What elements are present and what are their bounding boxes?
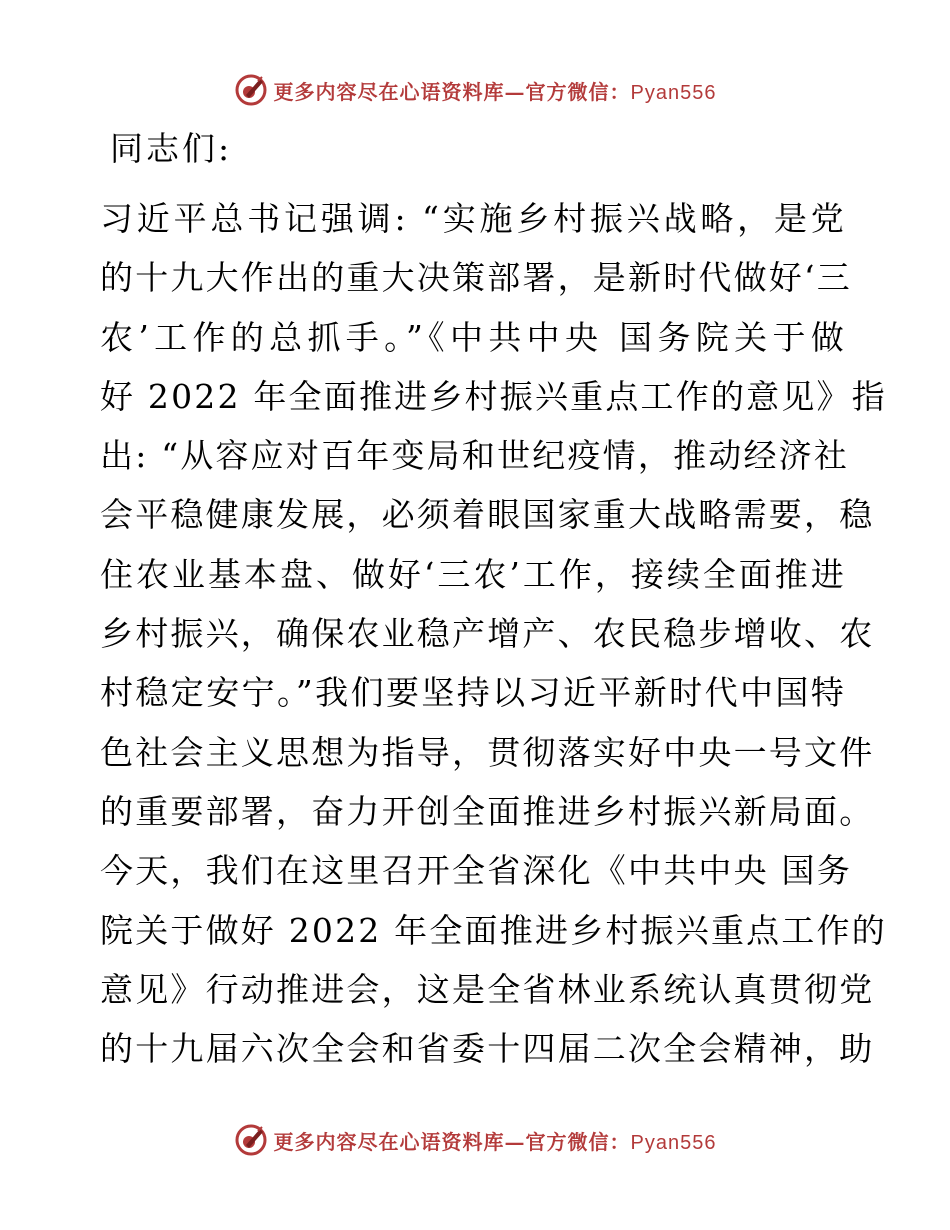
watermark-text: 更多内容尽在心语资料库—官方微信：Pyan556	[273, 79, 717, 104]
document-body	[100, 196, 887, 1085]
pen-logo-icon	[234, 1123, 268, 1157]
text-line: 农’工作的总抓手。”《中共中央 国务院关于做	[100, 317, 846, 357]
text-line: 的十九届六次全会和省委十四届二次全会精神，助	[100, 1029, 875, 1069]
text-line: 今天，我们在这里召开全省深化《中共中央 国务	[100, 851, 852, 891]
pen-logo-icon	[234, 73, 268, 107]
text-line: 的重要部署，奋力开创全面推进乡村振兴新局面。	[100, 791, 875, 831]
header-watermark	[0, 68, 950, 112]
text-line: 色社会主义思想为指导，贯彻落实好中央一号文件	[100, 732, 875, 772]
footer-watermark	[0, 1118, 950, 1162]
text-line: 会平稳健康发展，必须着眼国家重大战略需要，稳	[100, 495, 875, 535]
text-line: 出: “从容应对百年变局和世纪疫情，推动经济社	[100, 436, 850, 476]
salutation: 同志们:	[110, 129, 233, 168]
watermark-text: 更多内容尽在心语资料库—官方微信：Pyan556	[273, 1129, 717, 1154]
text-line: 意见》行动推进会，这是全省林业系统认真贯彻党	[100, 969, 875, 1009]
text-line: 乡村振兴，确保农业稳产增产、农民稳步增收、农	[100, 614, 875, 654]
text-line: 村稳定安宁。”我们要坚持以习近平新时代中国特	[100, 673, 846, 713]
text-line: 习近平总书记强调: “实施乡村振兴战略，是党	[100, 199, 846, 238]
text-line: 好 2022 年全面推进乡村振兴重点工作的意见》指	[100, 376, 887, 416]
text-line: 院关于做好 2022 年全面推进乡村振兴重点工作的	[100, 910, 887, 950]
text-line: 的十九大作出的重大决策部署，是新时代做好‘三	[100, 258, 852, 298]
text-line: 住农业基本盘、做好‘三农’工作，接续全面推进	[100, 554, 846, 594]
